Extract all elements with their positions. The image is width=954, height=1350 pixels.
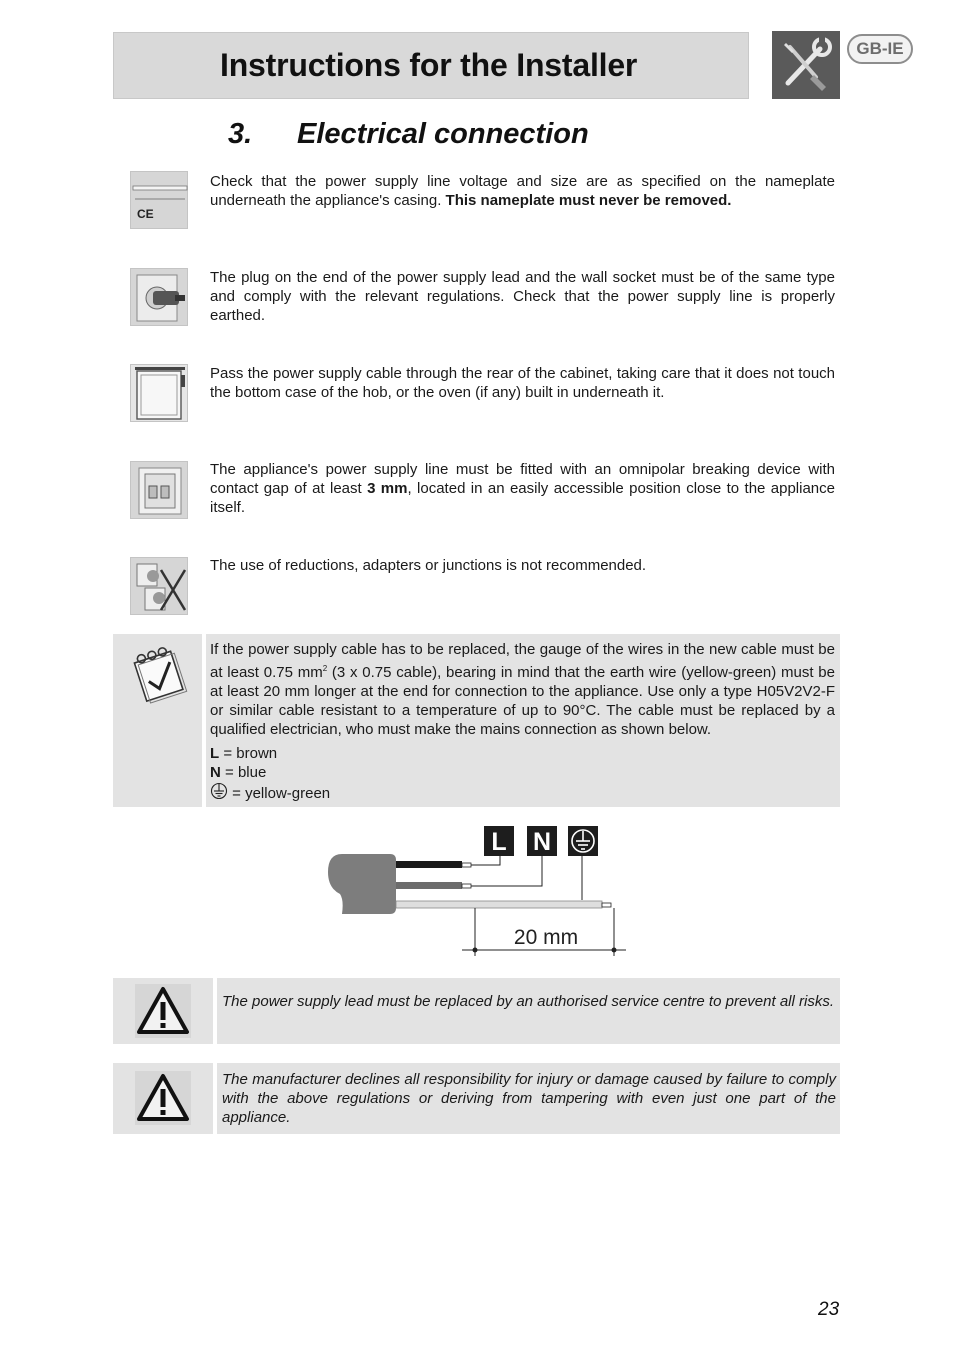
nameplate-ce-icon <box>130 171 188 229</box>
legend-key: L <box>210 745 220 762</box>
notepad-check-icon <box>129 644 189 704</box>
item-bold-text: This nameplate must never be removed. <box>445 192 732 209</box>
note-superscript: 2 <box>322 664 328 673</box>
item-text: The appliance's power supply line must be fitted with an omnipolar breaking device with contact gap of at least <box>210 461 835 497</box>
wire-earth <box>396 901 602 908</box>
item-cabinet-text: Pass the power supply cable through the rear of the cabinet, taking care that it does not touch the bottom case of the hob, or the oven (if any) built in underneath it. <box>210 365 835 401</box>
no-adapter-icon <box>130 557 188 615</box>
item-plug-text: The plug on the end of the power supply lead and the wall socket must be of the same type and comply with the relevant regulations. Check that the power supply line is properly earthed. <box>210 269 835 324</box>
warning-text-2: The manufacturer declines all responsibility for injury or damage caused by failure to comply with the above regulations or deriving from tampering with even just one part of the appliance. <box>222 1071 836 1126</box>
label-L: L <box>491 828 507 856</box>
section-number: 3. <box>228 118 253 150</box>
svg-text:CE: CE <box>137 207 154 221</box>
note-icon-panel <box>113 634 202 807</box>
wire-brown <box>396 861 462 868</box>
item-nameplate-text <box>210 172 835 210</box>
legend-line-earth <box>210 782 835 803</box>
warning-icon-panel <box>113 1063 213 1134</box>
item-text: , located in an easily accessible position close to the appliance itself. <box>210 480 835 516</box>
legend-key: N <box>210 764 221 781</box>
wire-legend <box>210 744 835 803</box>
replacement-note-text <box>210 640 835 803</box>
legend-line-N <box>210 763 835 782</box>
note-text-part: (3 x 0.75 cable), bearing in mind that the earth wire (yellow-green) must be at least 20 mm longer at the end for connection to the appliance. Use only a type H05V2V2-F or similar cable resistant to a temperature of up to 90°C. The cable must be replaced by a qualified electrician, who must make the mains connection as shown below. <box>210 664 835 738</box>
section-title: Electrical connection <box>297 118 589 150</box>
earth-symbol-icon <box>210 782 228 800</box>
warning-triangle-icon <box>135 1071 191 1125</box>
warning-text-1: The power supply lead must be replaced by an authorised service centre to prevent all risks. <box>222 993 834 1010</box>
language-badge: GB-IE <box>847 34 913 64</box>
warning-panel-1 <box>217 978 840 1044</box>
breaker-switch-icon <box>130 461 188 519</box>
label-N: N <box>532 828 552 856</box>
legend-value: = yellow-green <box>228 785 331 802</box>
plug-body <box>328 854 396 914</box>
earth-symbol-icon <box>568 826 598 856</box>
legend-line-L <box>210 744 835 763</box>
legend-value: = brown <box>219 745 278 762</box>
cabinet-icon <box>130 364 188 422</box>
warning-triangle-icon <box>135 984 191 1038</box>
item-text: Check that the power supply line voltage and size are as specified on the nameplate underneath the appliance's casing. <box>210 173 835 209</box>
item-adapter-text: The use of reductions, adapters or junctions is not recommended. <box>210 557 647 574</box>
header-title-bar <box>113 32 749 99</box>
item-bold-text: 3 mm <box>367 480 408 497</box>
plug-socket-icon <box>130 268 188 326</box>
page-number: 23 <box>818 1299 840 1320</box>
note-text-part: If the power supply cable has to be replaced, the gauge of the wires in the new cable must be at least 0.75 mm <box>210 641 835 681</box>
page-title: Instructions for the Installer <box>220 47 638 83</box>
wire-blue <box>396 882 462 889</box>
warning-panel-2 <box>217 1063 840 1134</box>
section-heading <box>228 118 589 151</box>
legend-value: = blue <box>220 764 267 781</box>
wiring-diagram <box>320 820 640 965</box>
wrench-screwdriver-icon <box>772 31 840 99</box>
item-breaker-text <box>210 460 835 517</box>
replacement-note-panel <box>206 634 840 807</box>
dimension-label: 20 mm <box>513 926 579 949</box>
warning-icon-panel <box>113 978 213 1044</box>
